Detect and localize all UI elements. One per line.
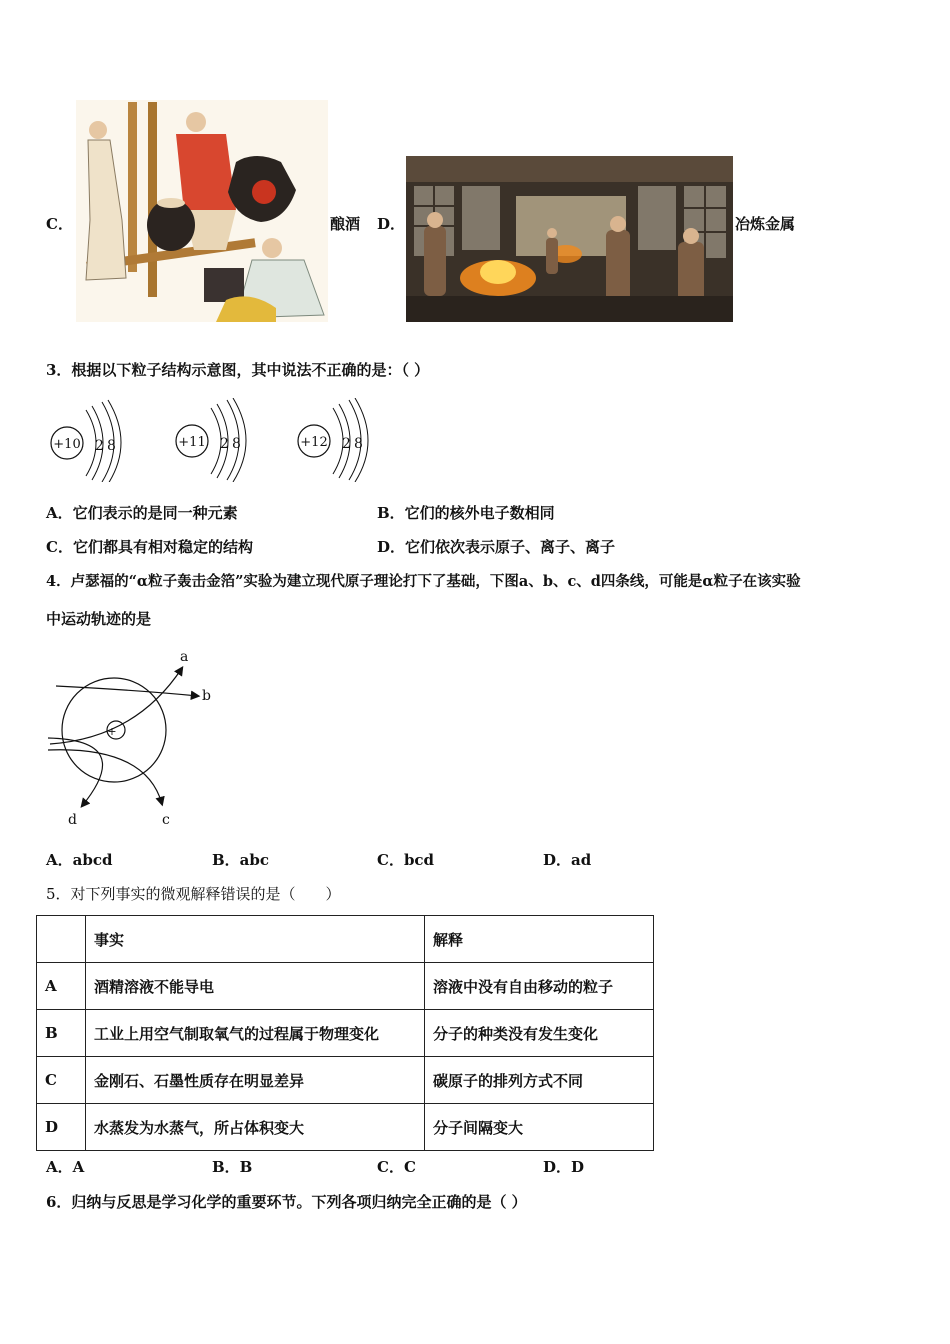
question-3-option-a[interactable]: A．它们表示的是同一种元素	[46, 504, 238, 522]
atom-2-shell-1: 2	[220, 436, 229, 452]
header-key-cell	[37, 916, 86, 963]
atom-3-shell-1: 2	[342, 436, 351, 452]
question-5-stem: 5．对下列事实的微观解释错误的是（ ）	[46, 885, 341, 903]
header-explain-cell: 解释	[425, 916, 654, 963]
wine-making-illustration	[76, 100, 328, 322]
row-explain: 溶液中没有自由移动的粒子	[425, 963, 654, 1010]
row-explain: 分子间隔变大	[425, 1104, 654, 1151]
atom-2-nucleus: +11	[178, 435, 206, 450]
atom-2-shell-2: 8	[232, 436, 241, 452]
question-5-option-d[interactable]: D．D	[543, 1158, 585, 1176]
row-fact: 酒精溶液不能导电	[86, 963, 425, 1010]
question-5-option-b[interactable]: B．B	[212, 1158, 253, 1176]
atom-diagram-1	[51, 400, 121, 482]
table-header-row	[37, 916, 654, 963]
atom-3-shell-2: 8	[354, 436, 363, 452]
particle-structure-diagrams	[46, 398, 376, 482]
label-d: d	[68, 812, 77, 828]
question-3-option-b[interactable]: B．它们的核外电子数相同	[377, 504, 555, 522]
question-3-option-d[interactable]: D．它们依次表示原子、离子、离子	[377, 538, 616, 556]
table-row	[37, 1010, 654, 1057]
question-5-option-c[interactable]: C．C	[377, 1158, 416, 1176]
row-fact: 金刚石、石墨性质存在明显差异	[86, 1057, 425, 1104]
question-6-stem: 6．归纳与反思是学习化学的重要环节。下列各项归纳完全正确的是（ ）	[46, 1193, 527, 1211]
atom-diagram-3	[298, 398, 368, 482]
facts-explanation-table	[36, 915, 654, 1151]
atom-diagram-2	[176, 398, 246, 482]
question-4-option-c[interactable]: C．bcd	[377, 851, 435, 869]
label-a: a	[180, 649, 189, 665]
atom-1-nucleus: +10	[53, 437, 81, 452]
row-explain: 碳原子的排列方式不同	[425, 1057, 654, 1104]
option-d-caption: 冶炼金属	[735, 215, 796, 233]
option-c-caption: 酿酒	[330, 215, 361, 233]
label-c: c	[162, 812, 170, 828]
alpha-particle-trajectory-diagram	[46, 646, 226, 832]
row-fact: 水蒸发为水蒸气，所占体积变大	[86, 1104, 425, 1151]
row-explain: 分子的种类没有发生变化	[425, 1010, 654, 1057]
trajectory-c	[48, 750, 162, 804]
question-4-option-a[interactable]: A．abcd	[46, 851, 113, 869]
row-key: C	[37, 1057, 86, 1104]
row-key: D	[37, 1104, 86, 1151]
table-row	[37, 1104, 654, 1151]
table-row	[37, 1057, 654, 1104]
question-5-option-a[interactable]: A．A	[46, 1158, 85, 1176]
question-3-stem: 3．根据以下粒子结构示意图，其中说法不正确的是：（ ）	[46, 361, 430, 379]
label-b: b	[202, 688, 211, 704]
nucleus-sign: +	[107, 725, 117, 738]
option-c-label: C．	[46, 215, 73, 233]
option-d-label: D．	[377, 215, 406, 233]
row-fact: 工业上用空气制取氧气的过程属于物理变化	[86, 1010, 425, 1057]
header-fact-cell: 事实	[86, 916, 425, 963]
question-4-option-d[interactable]: D．ad	[543, 851, 592, 869]
question-4-option-b[interactable]: B．abc	[212, 851, 270, 869]
question-3-option-c[interactable]: C．它们都具有相对稳定的结构	[46, 538, 253, 556]
atom-3-nucleus: +12	[300, 435, 328, 450]
row-key: B	[37, 1010, 86, 1057]
atom-1-shell-2: 8	[107, 438, 116, 454]
atom-1-shell-1: 2	[95, 438, 104, 454]
trajectory-d	[48, 738, 103, 806]
table-row	[37, 963, 654, 1010]
row-key: A	[37, 963, 86, 1010]
question-4-stem-line-1: 4．卢瑟福的“α粒子轰击金箔”实验为建立现代原子理论打下了基础，下图a、b、c、d四条线，可能是α粒子在该实验	[46, 573, 801, 590]
question-4-stem-line-2: 中运动轨迹的是	[46, 610, 152, 628]
metal-smelting-illustration	[406, 156, 733, 322]
trajectory-b	[56, 686, 198, 696]
